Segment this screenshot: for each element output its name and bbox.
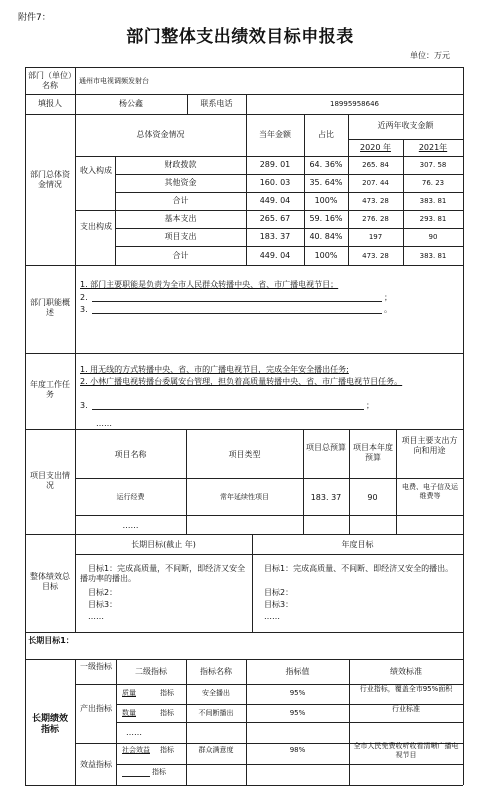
income-row-ratio: 35. 64% — [309, 178, 343, 187]
indicator-level2-suffix: 指标 — [160, 689, 174, 697]
indicator-name: 安全播出 — [202, 689, 230, 697]
performance-standard-header: 绩效标准 — [390, 667, 422, 676]
duty-line-3: 3. — [80, 305, 88, 314]
annex-number: 附件7： — [18, 13, 51, 23]
income-row-ratio: 100% — [314, 196, 338, 205]
project-total-header: 项目总预算 — [306, 443, 346, 452]
indicator-standard: 行业标准 — [392, 705, 420, 713]
indicator-level2: 社会效益 — [122, 746, 150, 754]
level2-indicator-header: 二级指标 — [135, 667, 167, 676]
duty-line-2-end: ； — [384, 293, 392, 302]
long-term-goal-header: 长期目标(截止 年) — [131, 540, 196, 549]
income-row-name: 其他资金 — [164, 178, 197, 187]
project-row-type: 常年延续性项目 — [220, 493, 269, 501]
long-term-indicators-label: 长期绩效指标 — [31, 714, 68, 735]
income-row-2021: 383. 81 — [419, 197, 447, 205]
annual-goal-2: 目标2： — [264, 588, 294, 597]
year-2020-header: 2020 年 — [360, 143, 391, 152]
indicator-last-suffix: 指标 — [152, 768, 166, 776]
recent-years-header: 近两年收支金额 — [377, 121, 434, 130]
project-type-header: 项目类型 — [228, 450, 261, 459]
expense-row-2021: 90 — [428, 233, 438, 241]
income-row-2021: 307. 58 — [419, 161, 447, 169]
expense-row-ratio: 40. 84% — [309, 232, 343, 241]
indicator-name-header: 指标名称 — [200, 667, 232, 676]
expense-row-2021: 293. 81 — [419, 215, 447, 223]
expense-row-2021: 383. 81 — [419, 252, 447, 260]
duty-line-2: 2. — [80, 293, 88, 302]
project-row-name: 运行经费 — [116, 493, 145, 501]
project-row-use: 电费、电子信及运维费等 — [402, 483, 458, 500]
effect-indicator-label: 效益指标 — [80, 760, 112, 769]
indicator-level2: 质量 — [122, 689, 136, 697]
project-use-header: 项目主要支出方向和用途 — [401, 436, 458, 455]
annual-tasks-label: 年度工作任务 — [30, 380, 70, 399]
funds-section-label: 部门总体资金情况 — [30, 170, 70, 189]
expense-composition-label: 支出构成 — [80, 222, 112, 231]
indicator-value-header: 指标值 — [285, 667, 310, 676]
output-indicator-label: 产出指标 — [80, 704, 112, 713]
task-line-2: 2. 小林广播电视转播台委属安台管理，担负着高质量转播中央、省、市广播电视节目任务。 — [80, 377, 403, 386]
indicator-level2-suffix: 指标 — [160, 746, 174, 754]
duties-label: 部门职能概述 — [30, 298, 70, 317]
indicator-level2: 数量 — [122, 709, 136, 717]
indicator-level2-suffix: 指标 — [160, 709, 174, 717]
income-row-amount: 449. 04 — [259, 196, 291, 205]
task-line-3-end: ； — [366, 401, 374, 410]
filler-label: 填报人 — [38, 99, 62, 108]
income-row-name: 财政拨款 — [164, 160, 197, 169]
expense-row-ratio: 100% — [314, 251, 338, 260]
annual-goal-dots: …… — [264, 612, 280, 621]
phone-value: 18995958646 — [330, 100, 379, 108]
overall-funds-header: 总体资金情况 — [136, 130, 185, 139]
expense-row-2020: 473. 28 — [362, 252, 389, 260]
project-year-header: 项目本年度预算 — [353, 443, 393, 462]
expense-row-amount: 265. 67 — [259, 214, 291, 223]
duty-line-3-end: 。 — [384, 305, 392, 314]
expense-row-2020: 276. 28 — [362, 215, 389, 223]
ratio-header: 占比 — [318, 130, 334, 139]
phone-label: 联系电话 — [200, 99, 233, 108]
long-goal-2: 目标2： — [88, 588, 118, 597]
project-name-header: 项目名称 — [114, 450, 147, 459]
duty-line-1: 1. 部门主要职能是负责为全市人民群众转播中央、省、市广播电视节目； — [80, 280, 339, 289]
year-2021-header: 2021年 — [418, 143, 448, 152]
dept-name-label: 部门（单位）名称 — [28, 71, 72, 90]
annual-goal-header: 年度目标 — [341, 540, 374, 549]
project-more-dots: …… — [122, 521, 139, 530]
task-line-3: 3. — [80, 401, 88, 410]
dept-name-value: 通州市电视调频发射台 — [79, 77, 149, 85]
long-goal-3: 目标3： — [88, 600, 118, 609]
indicator-value: 98% — [289, 746, 306, 754]
expense-row-ratio: 59. 16% — [309, 214, 343, 223]
level1-indicator-header: 一级指标 — [80, 662, 112, 671]
form-title: 部门整体支出绩效目标申报表 — [126, 27, 354, 47]
income-row-2020: 265. 84 — [362, 161, 389, 169]
projects-label: 项目支出情况 — [30, 471, 70, 490]
income-composition-label: 收入构成 — [80, 166, 112, 175]
expense-row-name: 项目支出 — [164, 232, 197, 241]
indicator-name: 群众满意度 — [198, 746, 234, 754]
expense-row-name: 基本支出 — [164, 214, 197, 223]
income-row-2021: 76. 23 — [421, 179, 445, 187]
expense-row-amount: 449. 04 — [259, 251, 291, 260]
indicator-value: 95% — [289, 689, 306, 697]
annual-goal-3: 目标3： — [264, 600, 294, 609]
income-row-name: 合计 — [172, 196, 189, 205]
indicator-name: 不间断播出 — [198, 709, 234, 717]
task-more-dots: …… — [96, 419, 112, 428]
project-row-year: 90 — [367, 493, 378, 502]
indicator-more-dots: …… — [126, 728, 142, 737]
annual-goal-1: 目标1：完成高质量、不间断、即经济又安全的播出。 — [264, 564, 454, 573]
expense-row-amount: 183. 37 — [259, 232, 291, 241]
income-row-ratio: 64. 36% — [309, 160, 343, 169]
long-goal-dots: …… — [88, 612, 104, 621]
income-row-2020: 473. 28 — [362, 197, 389, 205]
overall-goals-label: 整体绩效总目标 — [30, 572, 70, 591]
unit-label: 单位：万元 — [410, 51, 450, 60]
income-row-2020: 207. 44 — [362, 179, 389, 187]
indicator-standard: 行业指标，覆盖全市95%面积 — [359, 685, 453, 693]
long-term-goal-1-label: 长期目标1： — [28, 636, 74, 645]
indicator-value: 95% — [289, 709, 306, 717]
income-row-amount: 289. 01 — [259, 160, 291, 169]
task-line-1: 1. 用无线的方式转播中央、省、市的广播电视节目，完成全年安全播出任务; — [80, 365, 349, 374]
income-row-amount: 160. 03 — [259, 178, 291, 187]
current-amount-header: 当年金额 — [259, 130, 291, 139]
expense-row-2020: 197 — [368, 233, 383, 241]
long-goal-1: 目标1：完成高质量，不间断，即经济又安全播功率的播出。 — [80, 564, 246, 583]
expense-row-name: 合计 — [172, 251, 189, 260]
indicator-standard: 全市人民免费收听收看清晰广播电视节目 — [353, 742, 459, 759]
project-row-total: 183. 37 — [310, 493, 342, 502]
filler-value: 杨公鑫 — [119, 99, 143, 108]
